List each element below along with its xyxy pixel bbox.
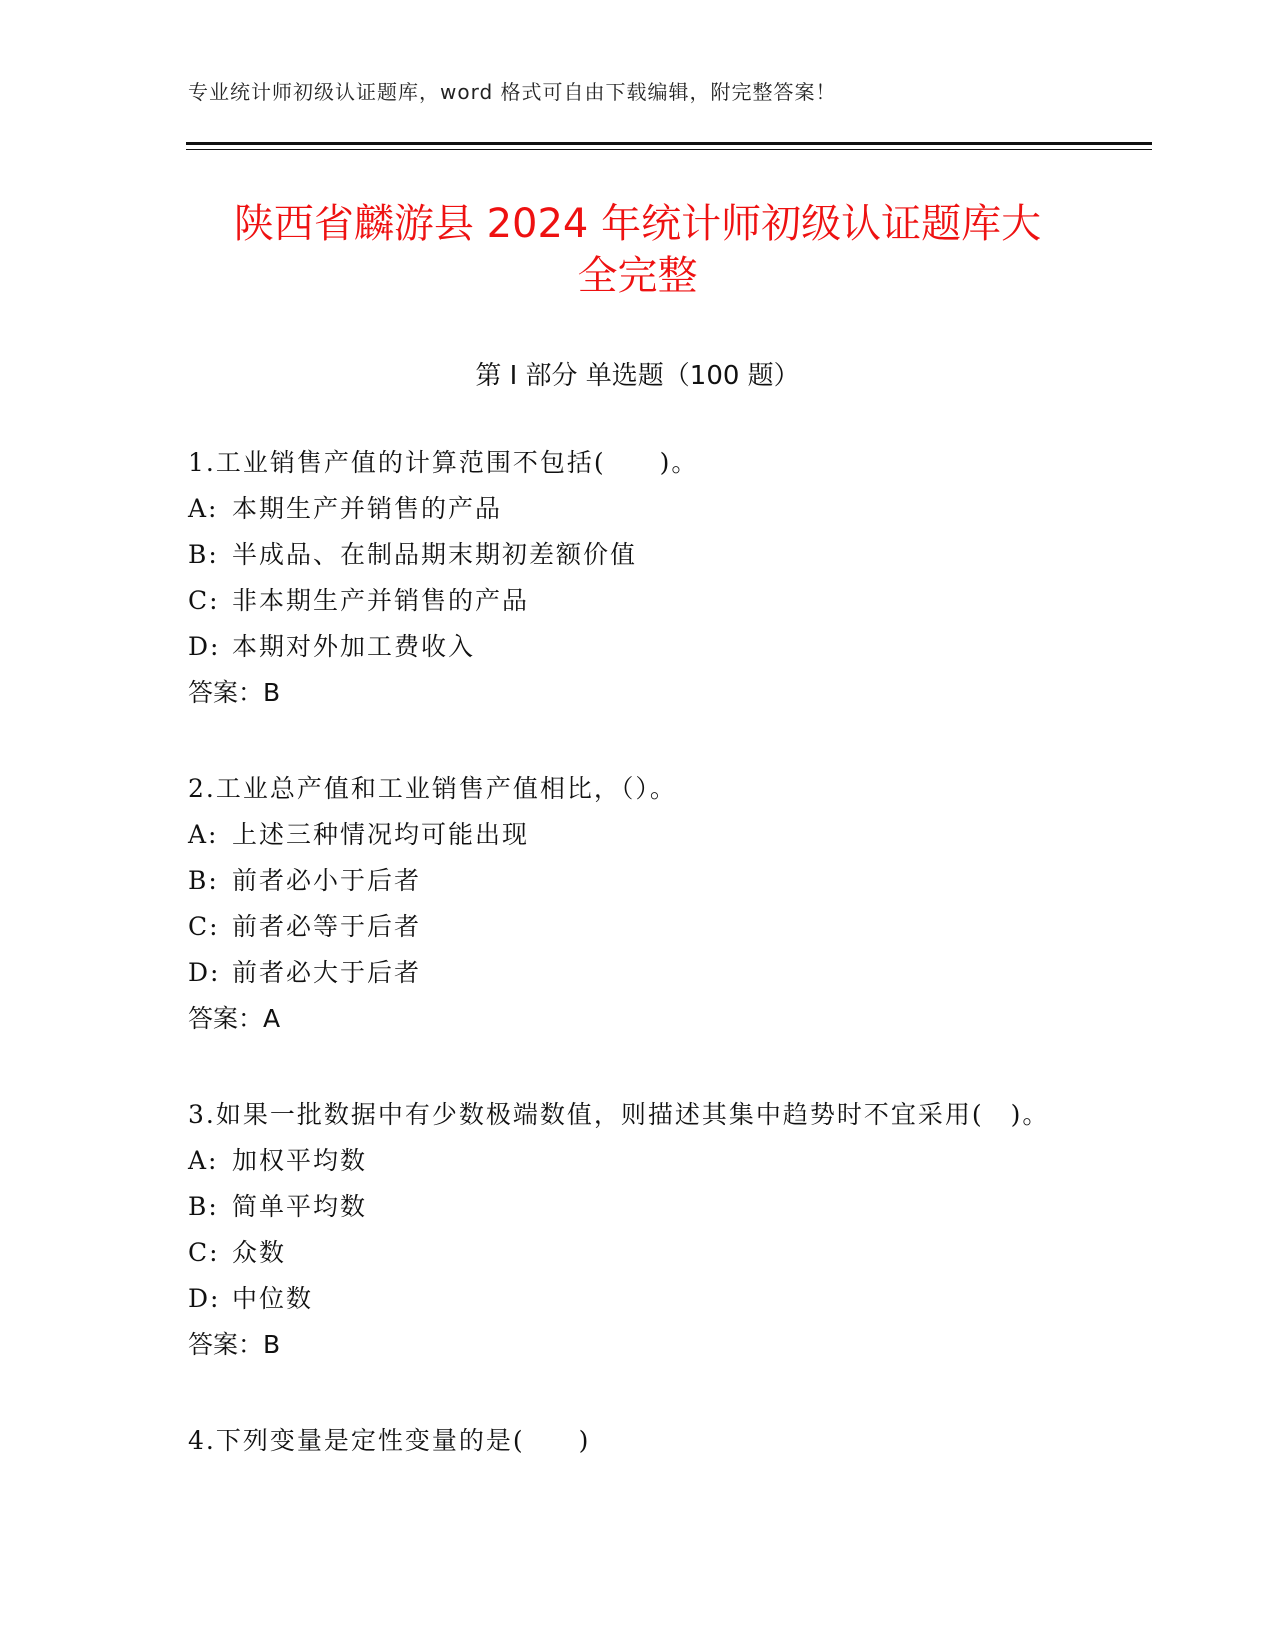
option-text: 加权平均数 xyxy=(232,1146,368,1175)
option-d xyxy=(188,950,1088,996)
header-rule-thin xyxy=(186,149,1152,150)
option-text: 上述三种情况均可能出现 xyxy=(232,820,530,849)
question-4 xyxy=(188,1418,1088,1464)
header-rule-thick xyxy=(186,142,1152,145)
answer: 答案：A xyxy=(188,1004,281,1033)
option-d xyxy=(188,1276,1088,1322)
option-key: C: xyxy=(188,586,220,615)
answer: 答案：B xyxy=(188,1330,281,1359)
option-key: B: xyxy=(188,1192,219,1221)
option-key: B: xyxy=(188,866,219,895)
option-text: 众数 xyxy=(232,1238,287,1267)
question-3 xyxy=(188,1092,1088,1368)
answer: 答案：B xyxy=(188,678,281,707)
option-text: 前者必大于后者 xyxy=(232,958,422,987)
option-text: 中位数 xyxy=(232,1284,314,1313)
option-text: 前者必小于后者 xyxy=(232,866,422,895)
option-key: C: xyxy=(188,1238,220,1267)
option-c xyxy=(188,904,1088,950)
question-text: 1.工业销售产值的计算范围不包括( )。 xyxy=(188,448,699,477)
option-text: 简单平均数 xyxy=(232,1192,368,1221)
option-text: 前者必等于后者 xyxy=(232,912,422,941)
question-text: 2.工业总产值和工业销售产值相比，（）。 xyxy=(188,774,677,803)
option-text: 半成品、在制品期末期初差额价值 xyxy=(232,540,638,569)
question-list xyxy=(188,440,1088,1514)
header-note: 专业统计师初级认证题库，word 格式可自由下载编辑，附完整答案！ xyxy=(188,80,837,104)
document-title xyxy=(180,198,1095,302)
option-key: B: xyxy=(188,540,219,569)
question-text: 3.如果一批数据中有少数极端数值，则描述其集中趋势时不宜采用( )。 xyxy=(188,1100,1050,1129)
option-b xyxy=(188,1184,1088,1230)
question-1 xyxy=(188,440,1088,716)
option-key: A: xyxy=(188,494,219,523)
option-key: A: xyxy=(188,1146,219,1175)
option-a xyxy=(188,1138,1088,1184)
question-2 xyxy=(188,766,1088,1042)
option-b xyxy=(188,858,1088,904)
option-key: D: xyxy=(188,1284,221,1313)
document-title-line2: 全完整 xyxy=(577,253,698,299)
option-d xyxy=(188,624,1088,670)
option-key: D: xyxy=(188,958,221,987)
option-a xyxy=(188,812,1088,858)
section-title: 第 I 部分 单选题（100 题） xyxy=(475,361,800,391)
option-text: 非本期生产并销售的产品 xyxy=(232,586,530,615)
option-text: 本期对外加工费收入 xyxy=(232,632,476,661)
option-b xyxy=(188,532,1088,578)
option-c xyxy=(188,578,1088,624)
option-key: C: xyxy=(188,912,220,941)
document-title-line1: 陕西省麟游县 2024 年统计师初级认证题库大 xyxy=(233,201,1042,247)
option-text: 本期生产并销售的产品 xyxy=(232,494,503,523)
option-c xyxy=(188,1230,1088,1276)
question-text: 4.下列变量是定性变量的是( ) xyxy=(188,1426,591,1455)
option-a xyxy=(188,486,1088,532)
option-key: D: xyxy=(188,632,221,661)
option-key: A: xyxy=(188,820,219,849)
